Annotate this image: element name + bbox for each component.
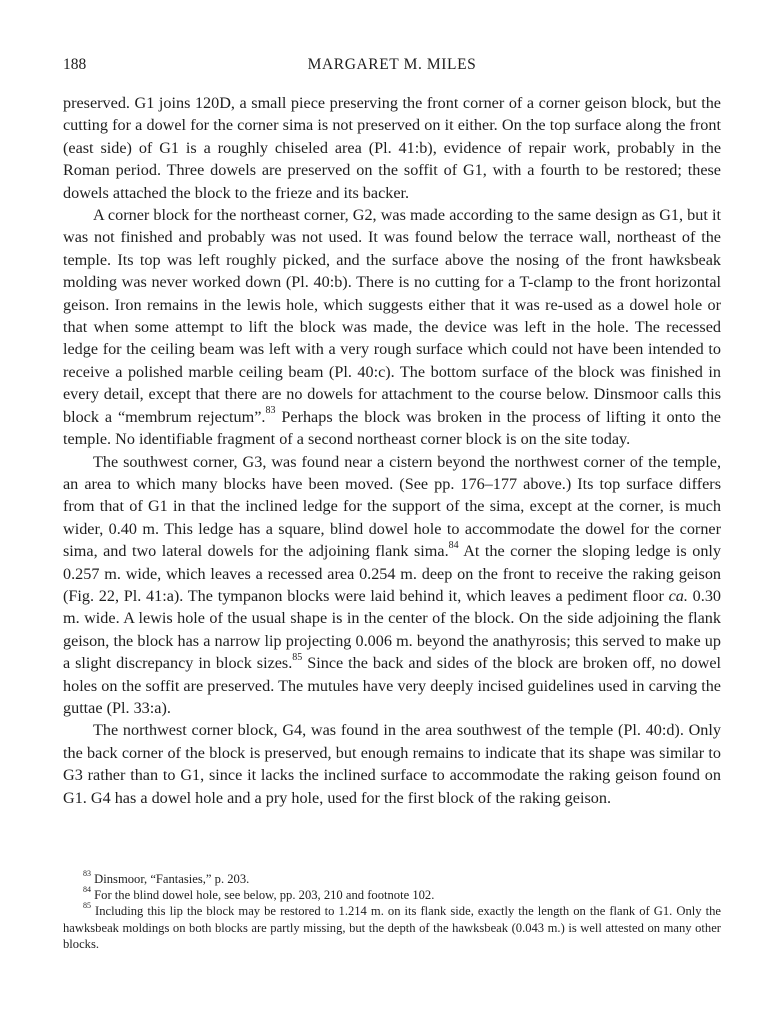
main-text [63,92,721,809]
paragraph-1: preserved. G1 joins 120D, a small piece preserving the front corner of a corner geison block, but the cutting for a dowel for the corner sima is not preserved on it either. On the top surface along the front (east side) of G1 is a roughly chiseled area (Pl. 41:b), evidence of repair work, probably in the Roman period. Three dowels are preserved on the soffit of G1, with a fourth to be restored; these dowels attached the block to the frieze and its backer. [63,94,721,202]
running-head: MARGARET M. MILES [307,56,477,73]
footnote-ref-85[interactable]: 85 [292,651,303,663]
italic-ca: ca. [668,586,688,605]
footnote-number: 83 [83,868,91,878]
footnote-text: Dinsmoor, “Fantasies,” p. 203. [91,872,250,886]
footnote-84 [63,887,721,903]
paragraph-2-text: A corner block for the northeast corner, G2, was made according to the same design as G1, but it was not finished and probably was not used. It was found below the terrace wall, northeast of the temple. Its top was left roughly picked, and the surface above the nosing of the front hawksbeak molding was never worked down (Pl. 40:b). There is no cutting for a T-clamp to the front horizontal geison. Iron remains in the lewis hole, which suggests either that it was re-used as a dowel hole or that when some attempt to lift the block was made, the device was left in the hole. The recessed ledge for the ceiling beam was left with a very rough surface which could not have been intended to receive a polished marble ceiling beam (Pl. 40:c). The bottom surface of the block was finished in every detail, except that there are no dowels for attachment to the course below. Dinsmoor calls this block a “membrum rejectum”. [63,206,721,426]
paragraph-2 [63,204,721,450]
footnote-85 [63,903,721,952]
paragraph-3-text-cont: At the corner the sloping ledge is only 0.257 m. wide, which leaves a recessed area 0.254 m. deep on the front to receive the raking geison (Fig. 22, Pl. 41:a). The tympanon blocks were laid behind it, which leaves a pediment floor [63,542,721,605]
footnote-ref-83[interactable]: 83 [265,405,276,417]
page-number: 188 [63,56,87,73]
page-header [63,56,721,78]
footnote-83 [63,868,721,887]
paragraph-3 [63,451,721,720]
paragraph-3-text: The southwest corner, G3, was found near a cistern beyond the northwest corner of the temple, an area to which many blocks have been moved. (See pp. 176–177 above.) Its top surface differs from that of G1 in that the inclined ledge for the support of the sima, except at the corner, is much wider, 0.40 m. This ledge has a square, blind dowel hole to accommodate the dowel for the corner sima, and two lateral dowels for the adjoining flank sima. [63,452,721,561]
paragraph-2-text-cont: Perhaps the block was broken in the process of lifting it onto the temple. No identifiable fragment of a second northeast corner block is on the site today. [63,407,721,449]
footnotes [63,868,721,952]
paragraph-4: The northwest corner block, G4, was found in the area southwest of the temple (Pl. 40:d). Only the back corner of the block is preserved, but enough remains to indicate that its shape was similar to G3 rather than to G1, since it lacks the inclined surface to accommodate the raking geison found on G1. G4 has a dowel hole and a pry hole, used for the first block of the raking geison. [63,721,721,807]
footnote-ref-84[interactable]: 84 [448,539,459,551]
footnote-text: Including this lip the block may be restored to 1.214 m. on its flank side, exactly the length on the flank of G1. Only the hawksbeak moldings on both blocks are partly missing, but the depth of the hawksbeak (0.043 m.) is well attested on many other blocks. [63,904,721,951]
footnote-number: 85 [83,901,91,911]
paragraph-3-text-cont-2: 0.30 m. wide. A lewis hole of the usual shape is in the center of the block. On the side adjoining the flank geison, the block has a narrow lip projecting 0.006 m. beyond the anathyrosis; this served to make up a slight discrepancy in block sizes. [63,586,722,673]
footnote-number: 84 [83,885,91,895]
footnote-text: For the blind dowel hole, see below, pp. 203, 210 and footnote 102. [91,888,435,903]
paragraph-3-text-cont-3: Since the back and sides of the block are broken off, no dowel holes on the soffit are preserved. The mutules have very deeply incised guidelines used in carving the guttae (Pl. 33:a). [63,654,721,717]
